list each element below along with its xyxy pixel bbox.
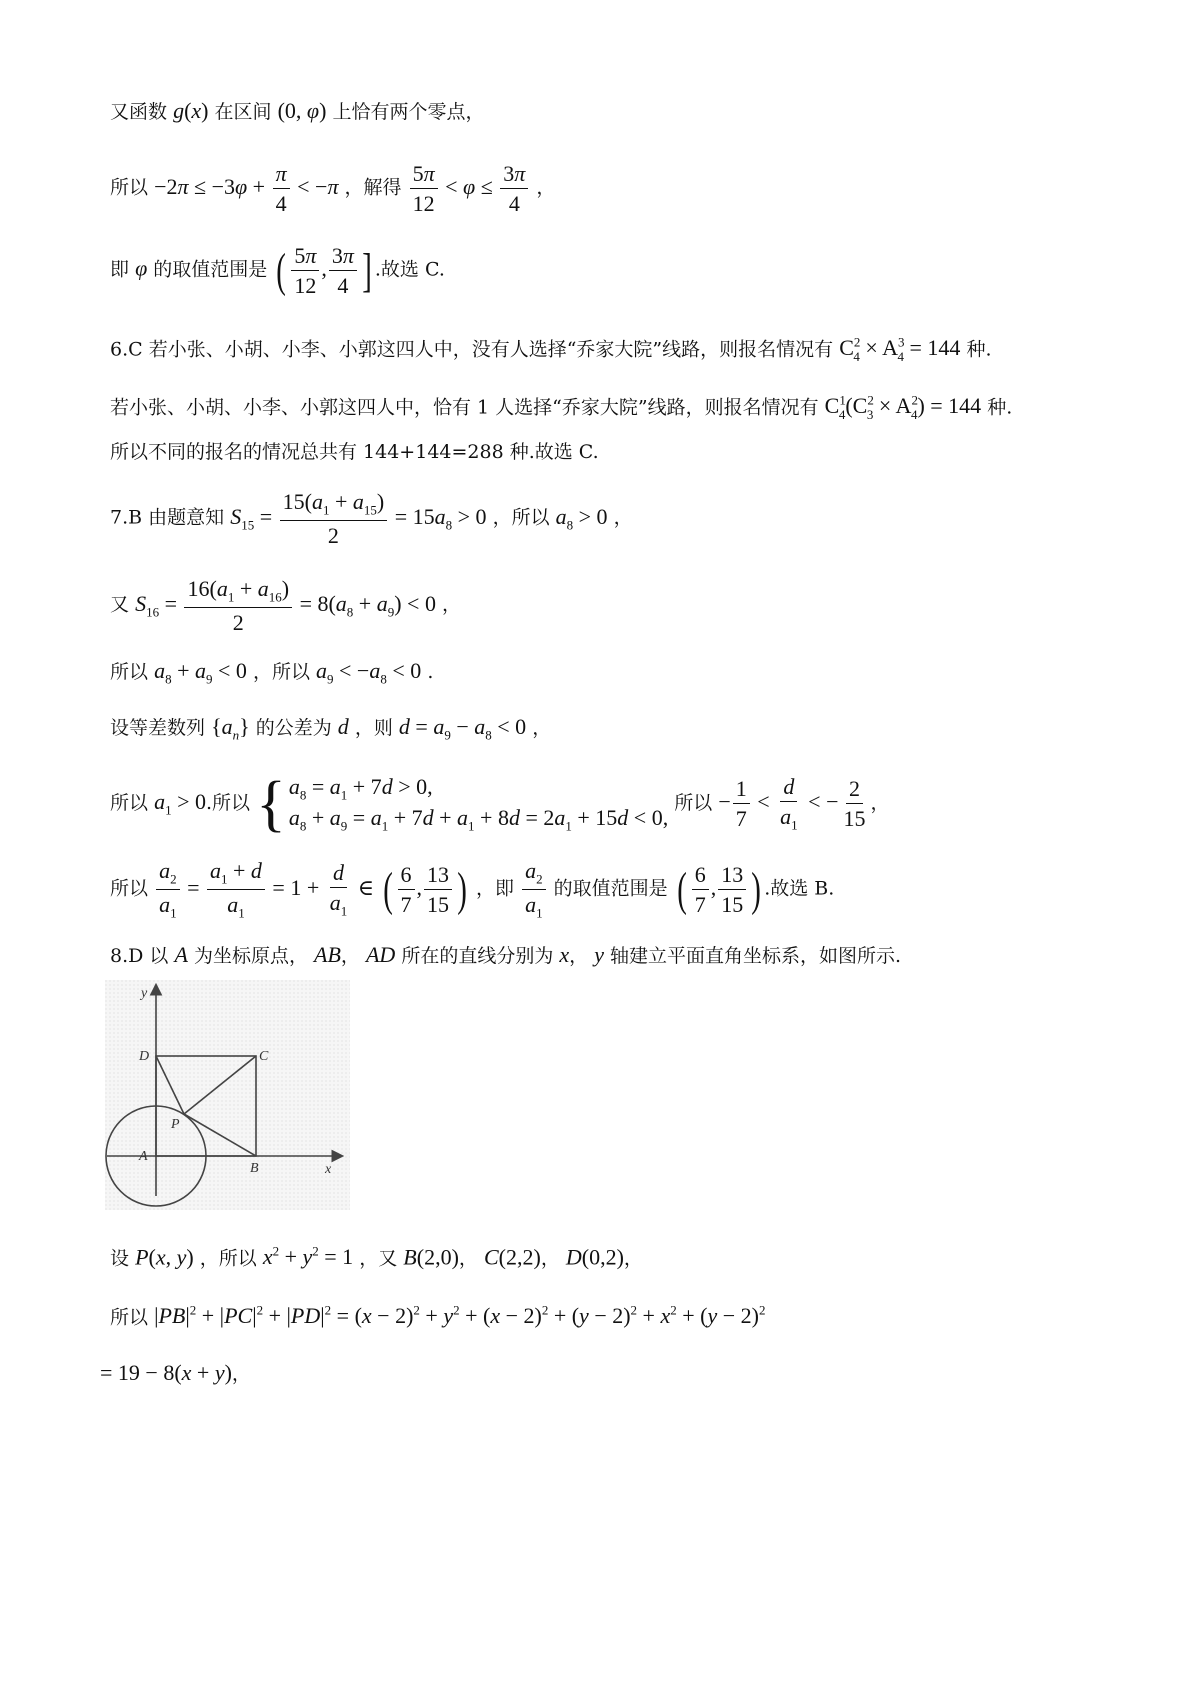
line-8: 又 $S_{16}$ = $\frac{16(a_1 + a_{16})}{2}$ = $8(a_8 + a_9) < 0$ ，: [110, 576, 462, 636]
math-circle-eq: $x^2 + y^2 = 1$: [262, 1244, 354, 1270]
math-B: B(2,0): [403, 1244, 459, 1270]
math-s16: $S_{16}$ = $\frac{16(a_1 + a_{16})}{2}$ = $8(a_8 + a_9) < 0$: [135, 576, 436, 636]
line-7: 7.B 由题意知 $S_{15}$ = $\frac{15(a_1 + a_{15})}{2}$ = $15a_8 > 0$ ，所以 $a_8 > 0$ ，: [110, 489, 633, 549]
geometry-figure: [105, 980, 350, 1210]
math-count-1: $C^2_4 \times A^3_4 = 144$: [839, 335, 961, 364]
math-interval: (0, φ): [277, 98, 327, 123]
math-count-2: $C^1_4(C^2_3 \times A^2_4) = 144$: [824, 393, 982, 422]
math-inequality-1: −2π ≤ −3φ + $\frac{\pi}{4}$ < −π: [154, 161, 339, 217]
line-14: 设 P(x, y) ，所以 $x^2 + y^2 = 1$ ，又 B(2,0)， C(2,2)， D(0,2)，: [110, 1244, 643, 1270]
math-ratio-bound: − $\frac{1}{7}$ < $\frac{d}{a_1}$ < − $\frac{2}{15}$: [718, 774, 866, 833]
label-D: D: [139, 1049, 150, 1064]
math-g-x: g(x): [173, 98, 209, 123]
math-d-value: $d = a_9 - a_8 < 0$: [398, 714, 527, 743]
line-2: 所以 −2π ≤ −3φ + $\frac{\pi}{4}$ < −π ，解得 $\frac{5\pi}{12}$ < φ ≤ $\frac{3\pi}{4}$ ，: [110, 161, 556, 217]
math-C: C(2,2): [483, 1244, 541, 1270]
label-B: B: [250, 1161, 259, 1176]
math-d: d: [337, 714, 349, 739]
math-AD: AD: [365, 942, 396, 967]
math-sequence: $\{a_n\}$: [211, 714, 250, 743]
label-A: A: [139, 1149, 148, 1164]
line-4: 6.C 若小张、小胡、小李、小郭这四人中，没有人选择“乔家大院”线路，则报名情况有 $C^2_4 \times A^3_4 = 144$ 种.: [110, 335, 992, 364]
math-P: P(x, y): [135, 1244, 194, 1270]
math-range: ( $\frac{5\pi}{12}$ , $\frac{3\pi}{4}$ ]: [276, 243, 372, 299]
label-x: x: [325, 1162, 332, 1177]
math-a1-positive: $a_1 > 0$: [154, 789, 206, 818]
line-5: 若小张、小胡、小李、小郭这四人中，恰有 1 人选择“乔家大院”线路，则报名情况有 $C^1_4(C^2_3 \times A^2_4) = 144$ 种.: [110, 393, 1013, 422]
math-x: x: [559, 942, 570, 967]
line-9: 所以 $a_8 + a_9 < 0$ ，所以 $a_9 < -a_8 < 0$ .: [110, 658, 434, 687]
math-simplified: = 19 − 8(x + y): [100, 1360, 232, 1385]
line-13: 8.D 以 A 为坐标原点， AB， AD 所在的直线分别为 x， y 轴建立平面直角坐标系，如图所示.: [110, 942, 902, 967]
label-C: C: [259, 1049, 269, 1064]
math-ratio: $\frac{a_2}{a_1}$ = $\frac{a_1 + d}{a_1}$ = 1 + $\frac{d}{a_1}$ ∈ ( $\frac{6}{7}$ , $\frac{13}{15}$ ): [154, 875, 470, 900]
math-y: y: [594, 942, 604, 967]
math-D: D(0,2): [565, 1244, 624, 1270]
math-phi: φ: [135, 255, 148, 281]
line-3: 即 φ 的取值范围是 ( $\frac{5\pi}{12}$ , $\frac{3\pi}{4}$ ] .故选 C.: [110, 243, 445, 299]
math-sum-negative: $a_8 + a_9 < 0$: [154, 658, 247, 687]
math-a9-bound: $a_9 < -a_8 < 0$: [316, 658, 422, 687]
line-6: 所以不同的报名的情况总共有 144+144=288 种.故选 C.: [110, 441, 599, 463]
math-ratio-2: $\frac{a_2}{a_1}$: [520, 875, 548, 900]
math-ratio-range: ( $\frac{6}{7}$ , $\frac{13}{15}$ ): [676, 861, 761, 918]
line-1: 又函数 g(x) 在区间 (0, φ) 上恰有两个零点，: [110, 98, 485, 123]
math-distance-sum: $|PB|^2 + |PC|^2 + |PD|^2 = (x - 2)^2 + y^2 + (x - 2)^2 + (y - 2)^2 + x^2 + (y - 2)^2$: [154, 1303, 766, 1329]
math-system: { $a_8 = a_1 + 7d > 0$, $a_8 + a_9 = a_1 + 7d + a_1 + 8d = 2a_1 + 15d < 0$,: [256, 770, 669, 838]
math-A: A: [174, 942, 188, 967]
math-inequality-2: $\frac{5\pi}{12}$ < φ ≤ $\frac{3\pi}{4}$: [408, 174, 531, 199]
math-s15: $S_{15}$ = $\frac{15(a_1 + a_{15})}{2}$ = $15a_8 > 0$: [230, 489, 487, 549]
label-y: y: [141, 986, 148, 1001]
math-AB: AB: [314, 942, 341, 967]
figure-background: [105, 980, 350, 1210]
line-10: 设等差数列 $\{a_n\}$ 的公差为 d ，则 $d = a_9 - a_8 < 0$ ，: [110, 714, 552, 743]
line-15: 所以 $|PB|^2 + |PC|^2 + |PD|^2 = (x - 2)^2 + y^2 + (x - 2)^2 + (y - 2)^2 + x^2 + (y - 2)^2$: [110, 1303, 766, 1329]
label-P: P: [171, 1117, 180, 1132]
line-11: 所以 $a_1 > 0$.所以 { $a_8 = a_1 + 7d > 0$, $a_8 + a_9 = a_1 + 7d + a_1 + 8d = 2a_1 + 15d < 0$, 所以 − $\frac{1}{7}$ < $\frac{d}{a_1}$ < − $\frac{2}{15}$ ，: [110, 770, 890, 838]
math-a8-positive: $a_8 > 0$: [555, 503, 608, 532]
line-12: 所以 $\frac{a_2}{a_1}$ = $\frac{a_1 + d}{a_1}$ = 1 + $\frac{d}{a_1}$ ∈ ( $\frac{6}{7}$ , $\frac{13}{15}$ ) ，即 $\frac{a_2}{a_1}$ 的取值范围是 ( $\frac{6}{7}$ , $\frac{13}{15}$ ) .故选 B.: [110, 858, 835, 921]
line-16: = 19 − 8(x + y)，: [100, 1360, 251, 1385]
